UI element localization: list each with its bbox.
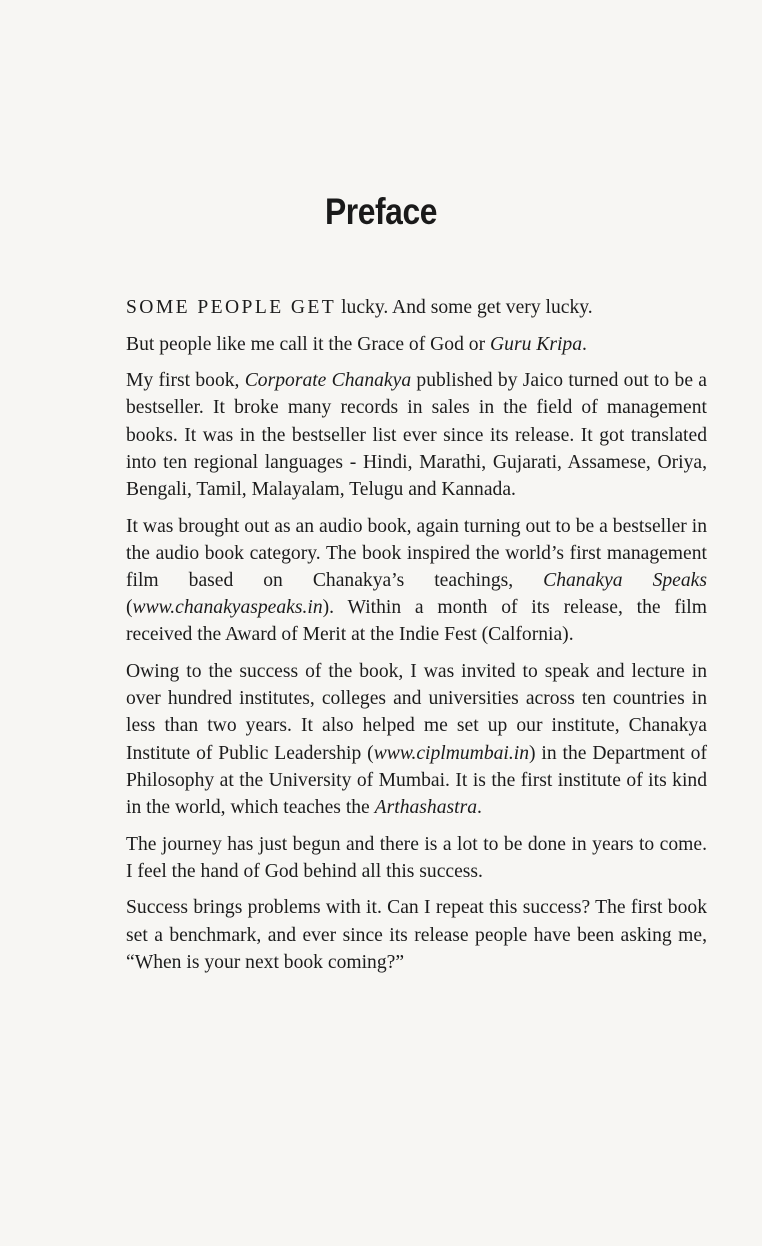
paragraph-text: But people like me call it the Grace of God or [126, 333, 490, 355]
italic-term: Guru Kripa [490, 333, 582, 355]
italic-term: Arthashastra [374, 797, 477, 819]
paragraph-text: . [477, 797, 482, 819]
paragraph-text: ) in the Department of Philosophy at the University of Mumbai. It is the first institute of its kind in the world, which teaches the [126, 742, 708, 819]
paragraph-lead-smallcaps: SOME PEOPLE GET [126, 297, 337, 318]
italic-book-title: Corporate Chanakya [244, 370, 412, 392]
italic-url: www.chanakyaspeaks.in [132, 597, 323, 619]
page-title: Preface [325, 190, 437, 232]
paragraph-text: The journey has just begun and there is a lot to be done in years to come. I feel the hand of God behind all this success. [126, 833, 707, 882]
paragraph-text: published by Jaico turned out to be a bestseller. It broke many records in sales in the field of management books. It was in the bestseller list ever since its release. It got translated into ten regional languages - Hindi, Marathi, Gujarati, Assamese, Oriya, Bengali, Tamil, Malayalam, Telugu and Kannada. [126, 370, 707, 500]
italic-film-title: Chanakya Speaks [543, 570, 707, 591]
paragraph-text: My first book, [126, 370, 245, 392]
italic-url: www.ciplmumbai.in [373, 742, 529, 764]
paragraph-text: ). Within a month of its release, the film received the Award of Merit at the Indie Fest (Calfornia). [126, 597, 707, 646]
paragraph-text: Owing to the success of the book, I was invited to speak and lecture in over hundred institutes, colleges and universities across ten countries in less than two years. It also helped me set up our institute, Chanakya Institute of Public Leadership ( [126, 661, 707, 764]
paragraph-text: Success brings problems with it. Can I repeat this success? The first book set a benchmark, and ever since its release people have been asking me, “When is your next book coming?” [126, 897, 707, 973]
paragraph-6 [126, 831, 707, 885]
paragraph-text: ( [126, 597, 133, 619]
paragraph-text: lucky. And some get very lucky. [336, 297, 593, 318]
paragraph-3 [126, 367, 707, 503]
paragraph-2 [126, 331, 707, 358]
paragraph-1 [126, 294, 707, 321]
paragraph-text: . [582, 333, 587, 355]
paragraph-4 [126, 513, 707, 649]
paragraph-5 [126, 658, 707, 821]
paragraph-7 [126, 894, 707, 976]
paragraph-text: It was brought out as an audio book, again turning out to be a bestseller in the audio book category. The book inspired the world’s first management film based on Chanakya’s teachings, [126, 515, 707, 591]
preface-body [126, 294, 707, 985]
